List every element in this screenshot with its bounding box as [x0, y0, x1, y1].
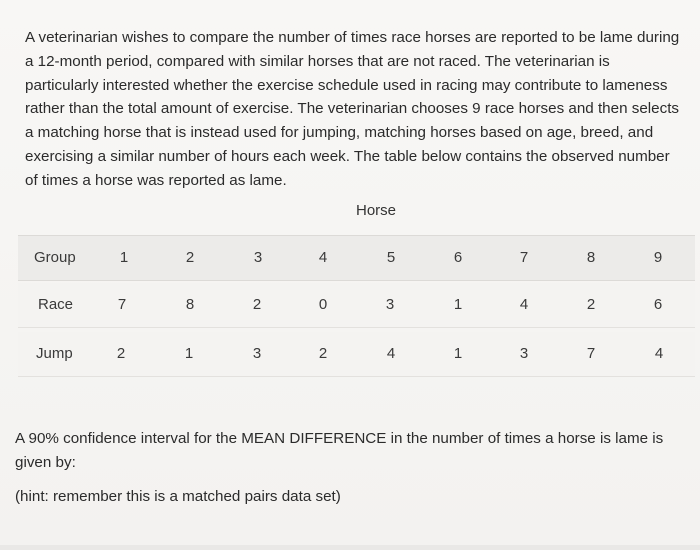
intro-line: particularly interested whether the exercise schedule used in racing may contribute to lameness [25, 76, 668, 94]
table-header-row [18, 235, 695, 281]
header-label: Group [34, 249, 76, 266]
header-cell: 7 [519, 249, 529, 266]
row-label: Jump [36, 345, 73, 362]
table-cell: 1 [453, 296, 463, 313]
problem-statement [25, 26, 695, 193]
header-cell: 4 [318, 249, 328, 266]
header-cell: 2 [185, 249, 195, 266]
question-text [15, 427, 695, 475]
bottom-divider [0, 545, 700, 550]
table-cell: 7 [117, 296, 127, 313]
table-row-jump [18, 332, 695, 377]
table-cell: 2 [318, 345, 328, 362]
row-label: Race [38, 296, 74, 313]
hint-text: (hint: remember this is a matched pairs data set) [15, 488, 341, 505]
table-cell: 1 [453, 345, 463, 362]
intro-line: exercising a similar number of hours each week. The table below contains the observed number [25, 147, 670, 165]
intro-line: a 12-month period, compared with similar horses that are not raced. The veterinarian is [25, 52, 610, 70]
header-cell: 5 [386, 249, 396, 266]
intro-line: A veterinarian wishes to compare the number of times race horses are reported to be lame during [25, 29, 680, 46]
intro-line: a matching horse that is instead used for jumping, matching horses based on age, breed, and [25, 124, 654, 142]
header-cell: 9 [653, 249, 663, 266]
header-cell: 8 [586, 249, 596, 266]
table-cell: 3 [519, 345, 529, 362]
question-line: A 90% confidence interval for the MEAN DIFFERENCE in the number of times a horse is lame is [15, 430, 664, 447]
table-cell: 2 [586, 296, 596, 313]
table-cell: 3 [252, 345, 262, 362]
header-cell: 1 [119, 249, 129, 266]
header-cell: 3 [253, 249, 263, 266]
table-row-race [18, 283, 695, 328]
table-cell: 3 [385, 296, 395, 313]
intro-line: rather than the total amount of exercise. The veterinarian chooses 9 race horses and then selects [25, 100, 680, 118]
header-cell: 6 [453, 249, 463, 266]
table-cell: 4 [654, 345, 664, 362]
table-cell: 6 [653, 296, 663, 313]
intro-line: of times a horse was reported as lame. [25, 171, 287, 189]
question-line: given by: [15, 454, 76, 471]
table-cell: 1 [184, 345, 194, 362]
table-cell: 4 [519, 296, 529, 313]
table-cell: 8 [185, 296, 195, 313]
table-title: Horse [356, 202, 397, 219]
table-cell: 7 [586, 345, 596, 362]
table-cell: 2 [116, 345, 126, 362]
table-cell: 0 [318, 296, 328, 313]
table-cell: 2 [252, 296, 262, 313]
table-cell: 4 [386, 345, 396, 362]
